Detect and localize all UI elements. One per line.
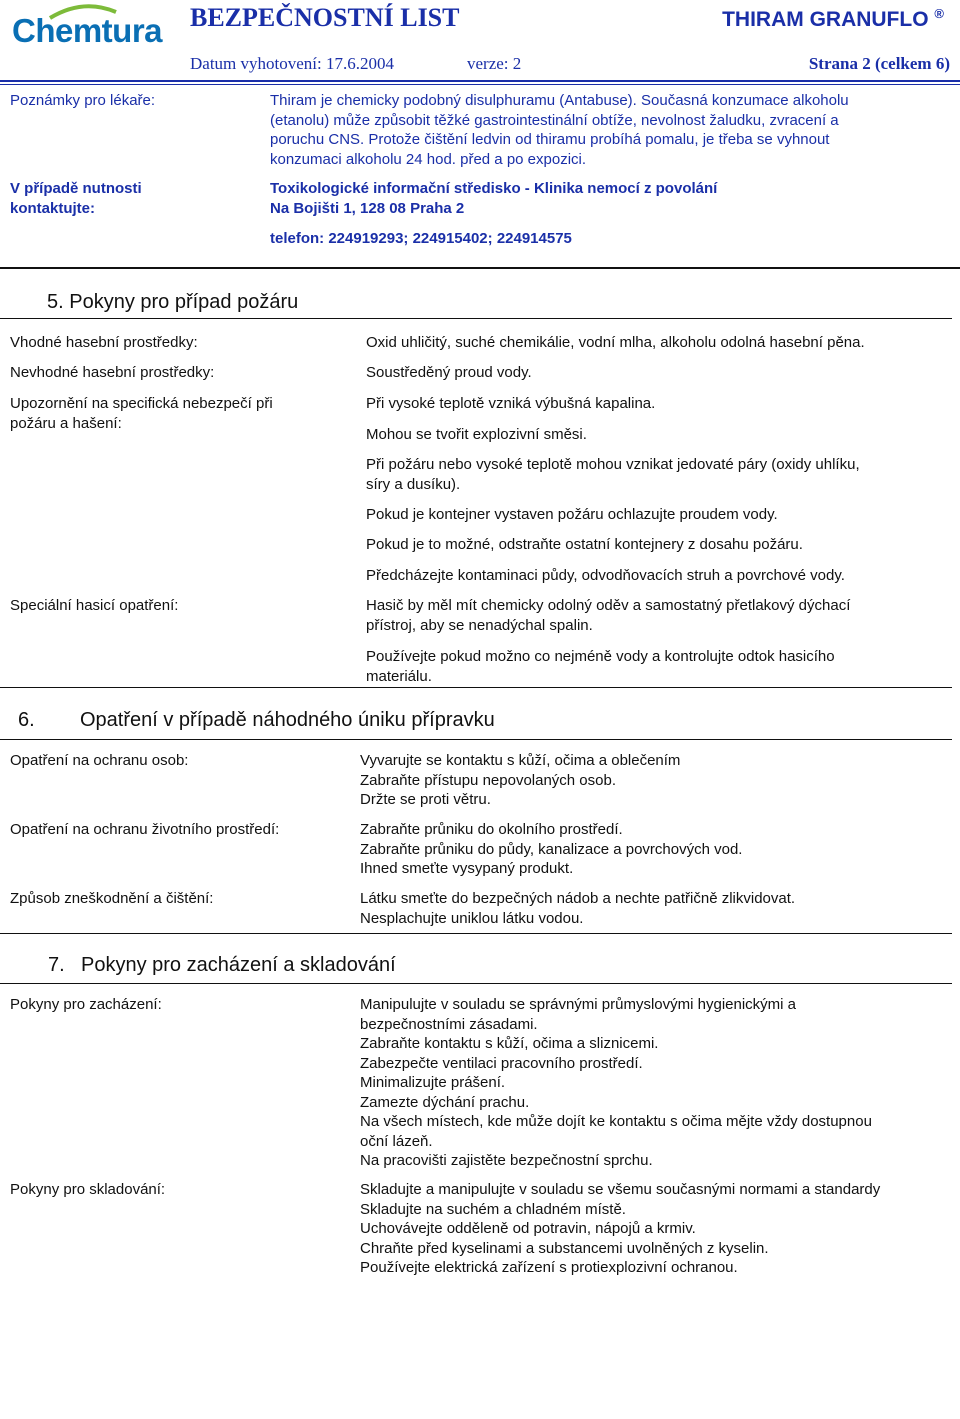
section-7-heading: Pokyny pro zacházení a skladování: [81, 954, 396, 976]
disposal-label: Způsob zneškodnění a čištění:: [10, 890, 214, 907]
document-title: BEZPEČNOSTNÍ LIST: [190, 3, 460, 32]
hazard-item: Pokud je to možné, odstraňte ostatní kontejnery z dosahu požáru.: [366, 536, 803, 553]
contact-divider: [0, 267, 960, 269]
doctor-notes-line: Thiram je chemicky podobný disulphuramu (Antabuse). Současná konzumace alkoholu: [270, 92, 849, 109]
personal-protection-label: Opatření na ochranu osob:: [10, 752, 189, 769]
hazard-item: Pokud je kontejner vystaven požáru ochlazujte proudem vody.: [366, 506, 778, 523]
hazard-item: Při vysoké teplotě vzniká výbušná kapalina.: [366, 395, 656, 412]
header-divider-thin: [0, 84, 960, 85]
issue-date: Datum vyhotovení: 17.6.2004: [190, 54, 394, 73]
contact-address: Na Bojišti 1, 128 08 Praha 2: [270, 199, 465, 217]
section-5-bottom-rule: [0, 687, 952, 688]
contact-label: V případě nutnosti kontaktujte:: [10, 180, 142, 217]
special-measure: Hasič by měl mít chemicky odolný oděv a samostatný přetlakový dýchací přístroj, aby se nenadýchal spalin.: [366, 597, 851, 634]
section-5-rule: [0, 318, 952, 319]
environment-protection-list: Zabraňte průniku do okolního prostředí. Zabraňte průniku do půdy, kanalizace a povrchových vod. Ihned smeťte vysypaný produkt.: [360, 821, 743, 877]
unsuitable-media-label: Nevhodné hasební prostředky:: [10, 364, 215, 381]
version: verze: 2: [467, 54, 522, 73]
contact-info: [270, 179, 717, 218]
section-6-bottom-rule: [0, 933, 952, 934]
section-7-rule: [0, 983, 952, 984]
special-measures-label: Speciální hasicí opatření:: [10, 597, 179, 614]
special-measure: Používejte pokud možno co nejméně vody a kontrolujte odtok hasicího materiálu.: [366, 648, 835, 685]
contact-institution: Toxikologické informační středisko - Klinika nemocí z povolání: [270, 180, 718, 197]
handling-label: Pokyny pro zacházení:: [10, 996, 162, 1013]
page-number: Strana 2 (celkem 6): [808, 54, 950, 73]
storage-list: Skladujte a manipulujte v souladu se všemu současnými normami a standardy Skladujte na suchém a chladném místě. Uchovávejte odděleně od potravin, nápojů a krmiv. Chraňte před kyselinami a substancemi uvolněných z kyselin. Používejte elektrická zařízení s protiexplozivní ochranou.: [360, 1181, 881, 1276]
section-6-rule: [0, 739, 952, 740]
suitable-media-label: Vhodné hasební prostředky:: [10, 334, 198, 351]
suitable-media-value: Oxid uhličitý, suché chemikálie, vodní mlha, alkoholu odolná hasební pěna.: [366, 334, 865, 351]
specific-hazards-label: Upozornění na specifická nebezpečí při požáru a hašení:: [10, 395, 273, 432]
handling-list: Manipulujte v souladu se správnými průmyslovými hygienickými a bezpečnostními zásadami. Zabraňte kontaktu s kůží, očima a sliznicemi. Zabezpečte ventilaci pracovního prostředí. Minimalizujte prášení. Zamezte dýchání prachu. Na všech místech, kde může dojít ke kontaktu s očima mějte vždy dostupnou oční lázeň. Na pracovišti zajistěte bezpečnostní sprchu.: [360, 996, 872, 1169]
contact-phone: telefon: 224919293; 224915402; 224914575: [270, 230, 572, 247]
environment-protection-label: Opatření na ochranu životního prostředí:: [10, 821, 280, 838]
registered-mark: ®: [934, 6, 944, 21]
doctor-notes-text: [270, 91, 955, 169]
personal-protection-list: Vyvarujte se kontaktu s kůží, očima a oblečením Zabraňte přístupu nepovolaných osob. Držte se proti větru.: [360, 752, 681, 808]
logo: Chemtura: [12, 12, 163, 49]
section-7-number: 7.: [48, 954, 65, 976]
disposal-list: Látku smeťte do bezpečných nádob a nechte patřičně zlikvidovat. Nesplachujte uniklou látku vodou.: [360, 890, 796, 927]
product-name: THIRAM GRANUFLO ®: [722, 6, 944, 31]
doctor-notes-line: konzumaci alkoholu 24 hod. před a po expozici.: [270, 150, 587, 168]
hazard-item: Předcházejte kontaminaci půdy, odvodňovacích struh a povrchové vody.: [366, 567, 845, 584]
section-6-number: 6.: [18, 709, 35, 731]
doctor-notes-line: poruchu CNS. Protože čištění ledvin od thiramu probíhá pomalu, je třeba se vyhnout: [270, 131, 830, 148]
header-divider: [0, 80, 960, 82]
hazard-item: Při požáru nebo vysoké teplotě mohou vznikat jedovaté páry (oxidy uhlíku, síry a dusíku).: [366, 456, 860, 493]
hazard-item: Mohou se tvořit explozivní směsi.: [366, 426, 587, 443]
storage-label: Pokyny pro skladování:: [10, 1181, 166, 1198]
unsuitable-media-value: Soustředěný proud vody.: [366, 364, 532, 381]
doctor-notes-label: Poznámky pro lékaře:: [10, 92, 156, 109]
doctor-notes-line: (etanolu) může způsobit těžké gastrointestinální obtíže, nevolnost žaludku, zvracení a: [270, 111, 839, 129]
section-6-heading: Opatření v případě náhodného úniku přípravku: [80, 709, 495, 731]
section-5-heading: 5. Pokyny pro případ požáru: [47, 291, 299, 313]
